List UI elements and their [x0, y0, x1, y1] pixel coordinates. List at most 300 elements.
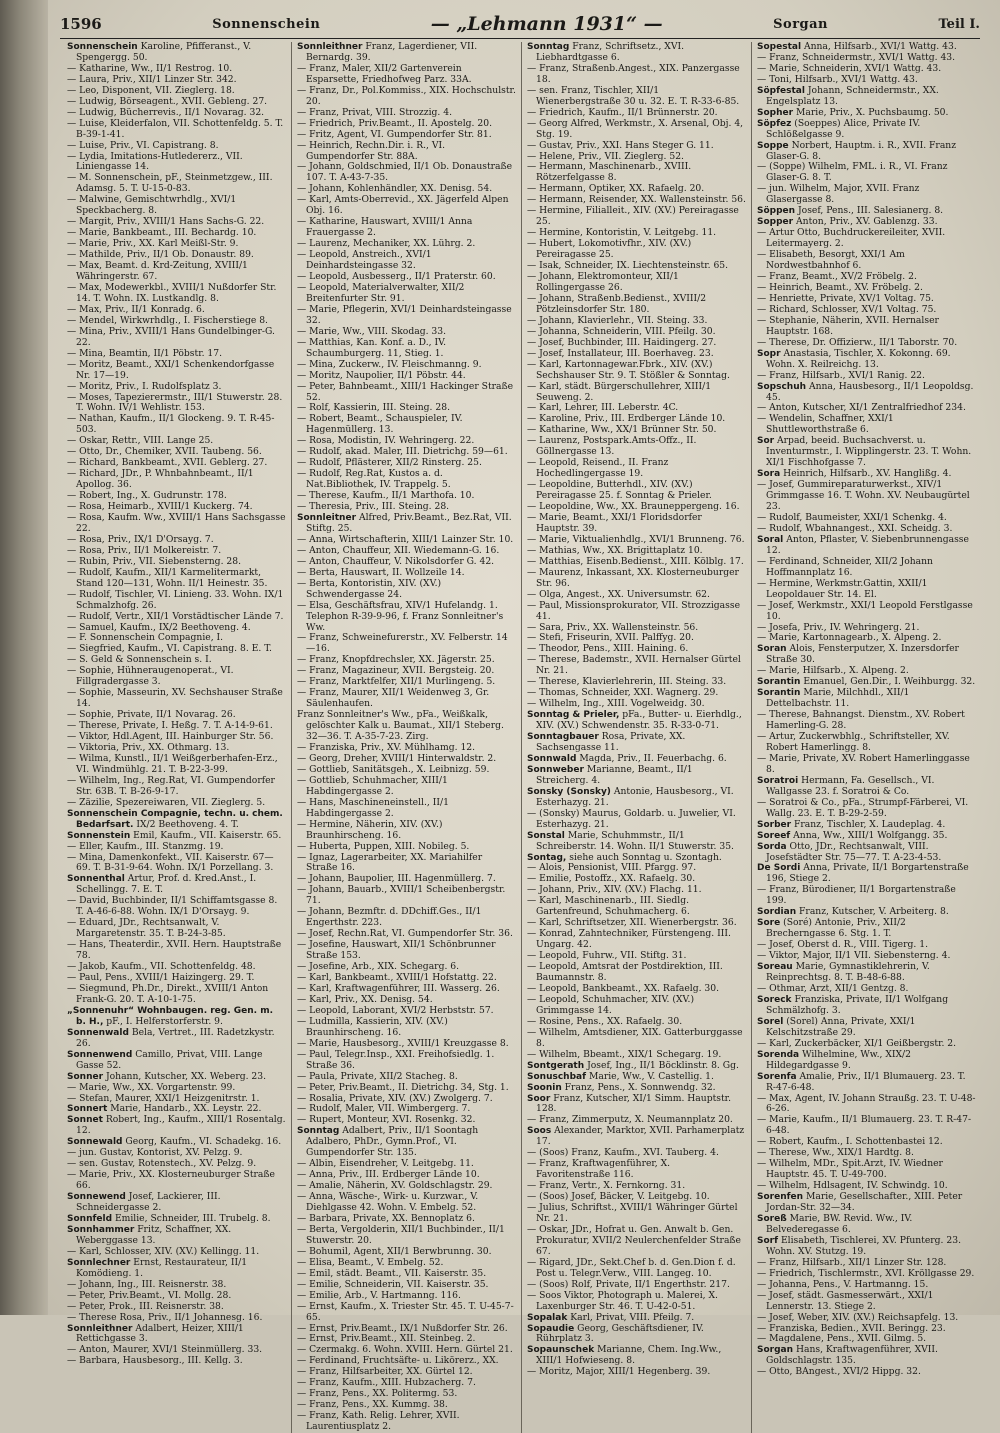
- entry-text: — Rosa, Kaufm. Ww., XVIII/1 Hans Sachsgasse 22.: [67, 511, 286, 534]
- directory-entry: [527, 42, 746, 64]
- entry-text: — Leopold, Materialverwalter, XII/2 Breitenfurter Str. 91.: [297, 281, 465, 304]
- part-label: Teil I.: [938, 16, 980, 32]
- entry-text: Marie, Milchhdl., XII/1 Dettelbachstr. 11.: [766, 687, 910, 710]
- directory-entry: [527, 1345, 746, 1367]
- entry-text: — Rosa, Priv., II/1 Molkereistr. 7.: [67, 544, 222, 556]
- directory-entry: [297, 86, 516, 108]
- entry-text: — Moritz, Beamt., XXI/1 Schenkendorfgasse Nr. 17—19.: [67, 358, 275, 381]
- directory-entry: [527, 1094, 746, 1116]
- entry-text: — Katharine, Hauswart, XVIII/1 Anna Frauergasse 2.: [297, 216, 473, 239]
- entry-text: IX/2 Beethoveng. 4. T.: [136, 818, 239, 830]
- entry-text: — Therese, Dr. Offizierw., II/1 Taborstr. 70.: [757, 336, 958, 348]
- directory-entry: [67, 283, 286, 305]
- page-number: 1596: [60, 15, 102, 33]
- entry-text: — Margit, Priv., XVIII/1 Hans Sachs-G. 22.: [67, 216, 265, 228]
- directory-entry: [297, 64, 516, 86]
- entry-text: — Johann, Elektromonteur, XII/1 Rollingergasse 26.: [527, 271, 679, 293]
- directory-entry: [527, 1159, 746, 1181]
- directory-entry: [527, 1258, 746, 1280]
- directory-entry: [527, 458, 746, 480]
- entry-text: — Josef, Weber, XIV. (XV.) Reichsapfelg. 13.: [757, 1311, 959, 1323]
- entry-text: — Therese, Bahnangst. Dienstm., XV. Robert Hamerling-G. 28.: [757, 709, 965, 732]
- directory-entry: [757, 962, 977, 984]
- entry-text: — Franz, Marktfelfer, XII/1 Murlingeng. 5.: [297, 676, 496, 688]
- directory-entry: [297, 601, 516, 634]
- entry-text: — Ernst, Priv.Beamt., IX/1 Nußdorfer Str. 26.: [297, 1322, 508, 1334]
- entry-text: — Franz, Maler, XII/2 Gartenverein Esparsette, Friedhofweg Parz. 33A.: [297, 62, 472, 85]
- directory-entry: [527, 86, 746, 108]
- entry-text: — Franz, Schneidermstr., XVI/1 Wattg. 43.: [757, 51, 956, 63]
- entry-text: — Eller, Kaufm., III. Stanzmg. 19.: [67, 840, 224, 852]
- directory-entry: [67, 1192, 286, 1214]
- entry-text: — Friedrich, Priv.Beamt., II. Apostelg. 20.: [297, 117, 492, 129]
- entry-text: — Matthias, Kan. Konf. a. D., IV. Schaumburgerg. 11, Stieg. 1.: [297, 336, 447, 359]
- entry-text: — Franz, Zimmerputz, X. Neumannplatz 20.: [527, 1114, 733, 1126]
- entry-text: — Johann, Bezmftr. d. DDchiff.Ges., II/1 Engerthstr. 223.: [297, 906, 482, 929]
- entry-text: Artur, Prof. d. Kred.Anst., I. Schellingg. 7. E. T.: [76, 873, 257, 896]
- directory-entry: [67, 874, 286, 896]
- entry-text: Rosa, Private, XX. Sachsengasse 11.: [536, 731, 686, 753]
- entry-text: — Marie, Priv., XX. Karl Meißl-Str. 9.: [67, 238, 239, 250]
- entry-text: — Paul, Telegr.Insp., XXI. Freihofsiedlg. 1. Straße 36.: [297, 1048, 495, 1071]
- entry-text: — Johanna, Schneiderin, VIII. Pfeilg. 30.: [527, 325, 716, 337]
- directory-entry: [297, 798, 516, 820]
- directory-entry: [757, 414, 977, 436]
- directory-entry: [297, 1126, 516, 1159]
- directory-entry: [527, 1367, 746, 1378]
- entry-text: — jun. Wilhelm, Major, XVII. Franz Glasergasse 8.: [757, 183, 920, 206]
- entry-text: — Wilhelm, Ing., XIII. Vogelweidg. 30.: [527, 698, 705, 710]
- entry-text: — Anna, Wirtschafterin, XIII/1 Lainzer Str. 10.: [297, 533, 514, 545]
- directory-entry: [297, 162, 516, 184]
- directory-entry: [297, 1302, 516, 1324]
- directory-entry: [757, 119, 977, 141]
- section-right: Sorgan: [773, 16, 829, 32]
- entry-text: — Marie, Kaufm., II/1 Blumauerg. 23. T. R-47-6-48.: [757, 1114, 972, 1137]
- entry-text: Franz, Schriftsetz., XVI. Liebhardtgasse 6.: [536, 41, 685, 63]
- directory-entry: [527, 765, 746, 787]
- entry-text: — Jakob, Kaufm., VII. Schottenfeldg. 48.: [67, 961, 256, 973]
- entry-text: — Anton, Maurer, XVI/1 Steinmüllerg. 33.: [67, 1344, 263, 1356]
- entry-text: — Johann, Kohlenhändler, XX. Denisg. 54.: [297, 183, 493, 195]
- directory-entry: [527, 809, 746, 831]
- directory-entry: [297, 382, 516, 404]
- entry-text: — Mina, Priv., XVIII/1 Hans Gundelbinger-G. 22.: [67, 325, 275, 348]
- entry-text: — Johann, Baupolier, III. Hagenmüllerg. 7.: [297, 873, 496, 885]
- entry-text: — Moritz, Major, XIII/1 Hegenberg. 39.: [527, 1366, 711, 1378]
- entry-text: — Sophie, Masseurin, XV. Sechshauser Straße 14.: [67, 687, 283, 710]
- directory-entry: [757, 250, 977, 272]
- directory-entry: [527, 995, 746, 1017]
- entry-text: — Rosa, Modistin, IV. Wehringerg. 22.: [297, 435, 475, 447]
- entry-text: — Maurenz, Inkassant, XX. Klosterneuburger Str. 96.: [527, 566, 739, 589]
- entry-text: — Rudolf, Baumeister, XXI/1 Schenkg. 4.: [757, 511, 947, 523]
- entry-surname: Sonnlechner: [67, 1257, 131, 1268]
- entry-text: — Samuel, Kaufm., IX/2 Beethoveng. 4.: [67, 621, 251, 633]
- directory-entry: [757, 710, 977, 732]
- entry-text: — Siegfried, Kaufm., VI. Capistrang. 8. E. T.: [67, 643, 272, 655]
- entry-text: — Gustav, Priv., XXI. Hans Steger G. 11.: [527, 139, 714, 151]
- directory-entry: [527, 896, 746, 918]
- entry-surname: Sopaudie: [527, 1323, 575, 1334]
- entry-surname: Sorenfa: [757, 1071, 797, 1082]
- directory-entry: [757, 1072, 977, 1094]
- directory-entry: [297, 579, 516, 601]
- entry-text: — Georg Alfred, Werkmstr., X. Arsenal, Obj. 4, Stg. 19.: [527, 117, 744, 140]
- entry-text: — Richard, JDr., P. Whnbahnbeamt., II/1 Apollog. 36.: [67, 468, 254, 491]
- directory-entry: [67, 688, 286, 710]
- entry-text: — Max, Modewerkbl., XVIII/1 Nußdorfer Str. 14. T. Wohn. IX. Lustkandlg. 8.: [67, 281, 277, 304]
- entry-text: Arpad, beeid. Buchsachverst. u. Inventurmstr., I. Wipplingerstr. 23. T. Wohn. XI/1 Fischhofgasse 7.: [766, 435, 972, 469]
- entry-text: Karoline, Pfifferanst., V. Spengergg. 50.: [76, 41, 252, 63]
- entry-text: — Moritz, Naupolier, II/1 Pöbstr. 44.: [297, 369, 466, 381]
- entry-text: Georg, Kaufm., VI. Schadekg. 16.: [125, 1136, 282, 1148]
- entry-text: — Robert, Kaufm., I. Schottenbastei 12.: [757, 1136, 943, 1148]
- entry-text: — Katharine, Ww., II/1 Restrog. 10.: [67, 62, 233, 74]
- entry-surname: Sonnert: [67, 1104, 108, 1115]
- directory-entry: [757, 885, 977, 907]
- entry-text: — Emilie, Postoffz., XX. Rafaelg. 30.: [527, 873, 696, 885]
- entry-text: — Sophie, Private, II/1 Novarag. 26.: [67, 709, 236, 721]
- entry-text: — Therese, Kaufm., II/1 Marthofa. 10.: [297, 490, 475, 502]
- entry-text: — Rudolf, Kaufm., XII/1 Karmelitermarkt, Stand 120—131, Wohn. II/1 Heinestr. 35.: [67, 566, 268, 589]
- entry-text: — David, Buchbinder, II/1 Schiffamtsgasse 8. T. A-46-6-88. Wohn. IX/1 D'Orsayg. 9.: [67, 895, 278, 918]
- directory-entry: [67, 1356, 286, 1367]
- directory-entry: [757, 688, 977, 710]
- entry-text: Camillo, Privat, VIII. Lange Gasse 52.: [76, 1048, 263, 1071]
- directory-entry: [67, 1324, 286, 1346]
- entry-text: — Laura, Priv., XII/1 Linzer Str. 342.: [67, 73, 237, 85]
- directory-entry: [67, 568, 286, 590]
- entry-text: — Franz, Hilfsarb., XVI/1 Ranig. 22.: [757, 369, 925, 381]
- entry-text: Marie, Gesellschafter., XIII. Peter Jordan-Str. 32—34.: [766, 1191, 963, 1214]
- entry-text: — Josef, Installateur, III. Boerhaveg. 23.: [527, 347, 714, 359]
- entry-text: Antonie, Hausbesorg., VI. Esterhazyg. 21.: [536, 785, 734, 808]
- directory-entry: [527, 1225, 746, 1258]
- entry-text: — Thomas, Schneider, XXI. Wagnerg. 29.: [527, 687, 719, 699]
- directory-entry: [527, 360, 746, 382]
- entry-text: — Fritz, Agent, VI. Gumpendorfer Str. 81.: [297, 128, 492, 140]
- entry-text: — Alois, Pensionist, VIII. Pfargg. 97.: [527, 862, 697, 874]
- entry-text: — Friedrich, Kaufm., II/1 Brünnerstr. 20.: [527, 106, 718, 118]
- entry-text: — Ludmilla, Kassierin, XIV. (XV.) Braunhirscheng. 16.: [297, 1015, 448, 1038]
- entry-text: — Karl, Zuckerbäcker, XI/1 Geißbergstr. 2.: [757, 1037, 957, 1049]
- entry-text: — Paula, Private, XII/2 Stacheg. 8.: [297, 1070, 458, 1082]
- directory-entry: [297, 1050, 516, 1072]
- entry-text: — Marie, Hilfsarb., X. Alpeng. 2.: [757, 665, 909, 677]
- entry-text: — Richard, Bankbeamt., XVII. Geblerg. 27.: [67, 457, 268, 469]
- directory-entry: [297, 853, 516, 875]
- entry-text: — Leopoldine, Butterhdl., XIV. (XV.) Pereiragasse 25. f. Sonntag & Prieler.: [527, 479, 712, 502]
- directory-entry: [527, 568, 746, 590]
- column-3: [522, 42, 752, 1433]
- column-1: [62, 42, 292, 1433]
- entry-text: — Therese, Ww., XIX/1 Hardtg. 8.: [757, 1147, 914, 1159]
- directory-entry: [527, 1324, 746, 1346]
- directory-entry: [67, 119, 286, 141]
- entry-text: — Paul, Missionsprokurator, VII. Strozzigasse 41.: [527, 599, 741, 622]
- directory-entry: [297, 195, 516, 217]
- entry-surname: Sopestal: [757, 42, 802, 52]
- entry-text: — Marie, Bankbeamt., III. Bechardg. 10.: [67, 227, 257, 239]
- entry-text: — Otto, Dr., Chemiker, XVII. Taubeng. 56.: [67, 446, 262, 458]
- directory-entry: [757, 86, 977, 108]
- entry-text: — Ludwig, Börseagent., XVII. Gebleng. 27.: [67, 95, 268, 107]
- entry-surname: Sopper: [757, 217, 794, 228]
- directory-entry: [297, 42, 516, 64]
- directory-entry: [757, 1050, 977, 1072]
- entry-text: — Malwine, Gemischtwrhdlg., XVI/1 Speckbacherg. 8.: [67, 194, 237, 217]
- directory-columns: [62, 41, 982, 1433]
- entry-text: — Josefa, Priv., IV. Wehringerg. 21.: [757, 621, 920, 633]
- entry-text: — Viktor, Major, II/1 VII. Siebensterng. 4.: [757, 950, 951, 962]
- entry-text: — Theresia, Priv., III. Steing. 28.: [297, 501, 450, 513]
- directory-entry: [527, 206, 746, 228]
- directory-entry: [757, 1017, 977, 1039]
- entry-text: — Berta, Kontoristin, XIV. (XV.) Schwendergasse 24.: [297, 577, 442, 600]
- entry-surname: Sopschuh: [757, 381, 807, 392]
- entry-surname: Sorantin: [757, 688, 801, 699]
- entry-text: Franz Sonnleitner's Ww., pFa., Weißkalk, gelöschter Kalk u. Baumat., XII/1 Steberg. 32—36. T. A-35-7-23. Zirg.: [297, 709, 504, 743]
- entry-text: — Josefine, Arb., XIX. Schegarg. 6.: [297, 961, 460, 973]
- entry-text: Alfred, Priv.Beamt., Bez.Rat, VII. Stiftg. 25.: [306, 511, 512, 534]
- entry-text: — Rudolf, Vertr., XII/1 Vorstädtischer Lände 7.: [67, 610, 284, 622]
- entry-text: — Marie, Pflegerin, XVI/1 Deinhardsteingasse 32.: [297, 303, 512, 326]
- entry-surname: Sonnewald: [67, 1137, 123, 1148]
- directory-entry: [67, 754, 286, 776]
- entry-text: — Sophie, Hühneraugenoperat., VI. Fillgradergasse 3.: [67, 665, 234, 688]
- directory-entry: [527, 962, 746, 984]
- entry-text: — sen. Gustav, Rotenstech., XV. Pelzg. 9.: [67, 1158, 257, 1170]
- entry-text: Alexander, Marktor, XVII. Parhamerplatz 17.: [536, 1125, 745, 1148]
- entry-text: — Karl, Lehrer, III. Leberstr. 4C.: [527, 402, 679, 414]
- entry-text: — Nathan, Kaufm., II/1 Glockeng. 9. T. R-45-503.: [67, 413, 275, 436]
- directory-entry: [527, 436, 746, 458]
- directory-entry: [527, 272, 746, 294]
- entry-text: — Czermakg. 6. Wohn. XVIII. Hern. Gürtel 21.: [297, 1344, 513, 1356]
- entry-text: — Leopold, Laborant, XVI/2 Herbststr. 57.: [297, 1004, 494, 1016]
- entry-text: — Marie, Schneiderin, XVI/1 Wattg. 43.: [757, 62, 942, 74]
- entry-text: — Karl, Kraftwagenführer, III. Wasserg. 26.: [297, 982, 500, 994]
- entry-text: — Elisabeth, Besorgt, XXI/1 Am Nordwestbahnhof 6.: [757, 249, 905, 272]
- entry-text: — Moritz, Priv., I. Rudolfsplatz 3.: [67, 380, 222, 392]
- entry-surname: Sopalak: [527, 1312, 568, 1323]
- entry-text: — Mina, Beamtin, II/1 Pöbstr. 17.: [67, 347, 223, 359]
- directory-entry: [527, 382, 746, 404]
- entry-text: — Viktoria, Priv., XX. Othmarg. 13.: [67, 742, 230, 753]
- column-4: [752, 42, 982, 1433]
- entry-text: — Mathilde, Priv., II/1 Ob. Donaustr. 89.: [67, 249, 254, 261]
- entry-text: — Ignaz, Lagerarbeiter, XX. Mariahilfer Straße 16.: [297, 851, 483, 874]
- entry-text: Anton, Priv., XV. Gablenzg. 33.: [796, 216, 938, 228]
- entry-text: — Marie, Private, XV. Robert Hamerlinggasse 8.: [757, 752, 970, 775]
- entry-surname: Sonnenstein: [67, 830, 131, 841]
- directory-entry: [527, 1028, 746, 1050]
- entry-surname: Sorber: [757, 819, 792, 830]
- entry-text: — Johann, Bauarb., XVIII/1 Scheibenbergstr. 71.: [297, 884, 506, 907]
- entry-text: — Franz, Kath. Relig. Lehrer, XVII. Laurentiusplatz 2.: [297, 1410, 460, 1433]
- entry-text: — Ernst, Kaufm., X. Triester Str. 45. T. U-45-7-65.: [297, 1300, 514, 1323]
- entry-text: — Leopold, Reisend., II. Franz Hochedlingergasse 19.: [527, 457, 669, 480]
- directory-entry: [297, 469, 516, 491]
- entry-text: Bela, Vertret., III. Radetzkystr. 26.: [76, 1026, 275, 1049]
- entry-text: — Ernst, Priv.Beamt., XII. Steinbeg. 2.: [297, 1333, 476, 1345]
- entry-text: Franziska, Private, II/1 Wolfgang Schmälzhofg. 3.: [766, 993, 949, 1016]
- entry-text: Hermann, Fa. Gesellsch., VI. Wallgasse 23. f. Soratroi & Co.: [766, 774, 935, 797]
- entry-text: — Wilhelm, Bbeamt., XIX/1 Schegarg. 19.: [527, 1048, 722, 1060]
- directory-entry: [757, 480, 977, 513]
- entry-text: — Hubert, Lokomotivfhr., XIV. (XV.) Pereiragasse 25.: [527, 238, 692, 261]
- entry-text: — Oskar, JDr., Hofrat u. Gen. Anwalt b. Gen. Prokuratur, XVII/2 Neulerchenfelder Straße 67.: [527, 1223, 741, 1257]
- entry-text: — Leo, Disponent, VII. Zieglerg. 18.: [67, 84, 235, 96]
- entry-text: — Peter, Bahnbeamt., XIII/1 Hackinger Straße 52.: [297, 380, 514, 403]
- entry-text: — Albin, Eisendreher, V. Leitgebg. 11.: [297, 1158, 474, 1170]
- entry-text: — Hermann, Maschinenarb., XVIII. Rötzerfelgasse 8.: [527, 161, 692, 184]
- directory-entry: [757, 382, 977, 404]
- entry-text: (Soeppes) Alice, Private IV. Schlößelgasse 9.: [766, 117, 921, 140]
- directory-entry: [67, 1115, 286, 1137]
- entry-text: — Franz, Straßenb.Angest., XIX. Panzergasse 18.: [527, 62, 740, 85]
- entry-surname: Sora: [757, 469, 781, 480]
- directory-entry: [67, 195, 286, 217]
- entry-text: — Johanna, Pens., V. Hartmanng. 15.: [757, 1278, 929, 1290]
- directory-entry: [297, 710, 516, 743]
- entry-text: — Georg, Dreher, XVIII/1 Hinterwaldstr. 2.: [297, 752, 497, 764]
- entry-text: Anna, Private, II/1 Borgartenstraße 196, Stiege 2.: [766, 862, 969, 885]
- entry-surname: Sonstal: [527, 830, 565, 841]
- entry-surname: Sonnewend: [67, 1192, 126, 1203]
- entry-text: — Marie, Priv., XX. Klosterneuburger Straße 66.: [67, 1169, 275, 1192]
- entry-surname: Soral: [757, 534, 784, 545]
- entry-text: — Hermine, Kontoristin, V. Leitgebg. 11.: [527, 227, 717, 239]
- entry-text: — Mina, Zuckerw., IV. Fleischmanng. 9.: [297, 358, 482, 370]
- entry-text: — Richard, Schlosser, XV/1 Voltag. 75.: [757, 303, 937, 315]
- entry-surname: Sonnweber: [527, 764, 584, 775]
- entry-text: — Siegmund, Ph.Dr., Direkt., XVIII/1 Anton Frank-G. 20. T. A-10-1-75.: [67, 982, 269, 1005]
- entry-text: — (Soppe) Wilhelm, FML. i. R., VI. Franz Glaser-G. 8. T.: [757, 161, 948, 184]
- directory-entry: [757, 863, 977, 885]
- entry-text: Emilie, Schneider, III. Trubelg. 8.: [114, 1212, 271, 1224]
- entry-text: — Max, Priv., II/1 Konradg. 6.: [67, 303, 205, 315]
- entry-text: — Luise, Kleiderfalon, VII. Schottenfeldg. 5. T. B-39-1-41.: [67, 117, 284, 140]
- entry-text: — Soos Viktor, Photograph u. Malerei, X. Laxenburger Str. 46. T. U-42-0-51.: [527, 1289, 718, 1312]
- entry-text: — Amalie, Näherin, XV. Goldschlagstr. 29.: [297, 1180, 493, 1192]
- directory-entry: [757, 601, 977, 623]
- entry-text: — Rudolf, Reg.Rat, Kustos a. d. Nat.Bibliothek, IV. Trappelg. 5.: [297, 468, 451, 491]
- entry-text: — Robert, Ing., X. Gudrunstr. 178.: [67, 490, 227, 502]
- entry-surname: Soreau: [757, 962, 793, 973]
- entry-text: — Hans, Maschineneinstell., II/1 Habdingergasse 2.: [297, 796, 449, 819]
- entry-text: Franz, Kutscher, XI/1 Simm. Hauptstr. 128.: [536, 1092, 731, 1115]
- directory-entry: [527, 831, 746, 853]
- entry-text: — Laurenz, Mechaniker, XX. Lührg. 2.: [297, 238, 476, 250]
- entry-text: — Marie, Hausbesorg., XVIII/1 Kreuzgasse 8.: [297, 1037, 509, 1049]
- entry-surname: Sonner: [67, 1071, 104, 1082]
- column-2: [292, 42, 522, 1433]
- entry-text: — Moses, Tapezierermstr., III/1 Stuwerstr. 28. T. Wohn. IV/1 Wehlistr. 153.: [67, 391, 283, 414]
- entry-text: Marianne, Beamt., II/1 Streicherg. 4.: [536, 763, 693, 786]
- entry-surname: Sopher: [757, 107, 794, 118]
- directory-entry: [67, 1258, 286, 1280]
- entry-text: — Johann, Klavierlehr., VII. Steing. 33.: [527, 314, 708, 326]
- entry-text: — Marie, Kartonnagearb., X. Alpeng. 2.: [757, 632, 942, 644]
- section-left: Sonnenschein: [212, 16, 321, 32]
- entry-text: — Rosalia, Private, XIV. (XV.) Zwolgerg. 7.: [297, 1092, 493, 1104]
- entry-text: siehe auch Sonntag u. Szontagh.: [569, 851, 722, 863]
- directory-entry: [757, 228, 977, 250]
- entry-text: — Leopold, Fuhrw., VII. Stiftg. 31.: [527, 950, 687, 962]
- entry-text: Marie, BW. Revid. Ww., IV. Belvederegasse 6.: [766, 1212, 913, 1235]
- entry-text: — Marie, Beamt., XXI/1 Floridsdorfer Hauptstr. 39.: [527, 511, 702, 534]
- directory-entry: [297, 1017, 516, 1039]
- entry-text: — Max, Agent, IV. Johann Straußg. 23. T. U-48-6-26.: [757, 1092, 976, 1115]
- entry-text: — Franz, Dr., Pol.Kommiss., XIX. Hochschulstr. 20.: [297, 84, 516, 107]
- directory-entry: [67, 414, 286, 436]
- directory-entry: [757, 141, 977, 163]
- entry-text: Marie, Ww., V. Castellig. 1.: [588, 1070, 714, 1082]
- entry-text: — Barbara, Hausbesorg., III. Kellg. 3.: [67, 1355, 243, 1367]
- entry-text: Josef, Lackierer, III. Schneidergasse 2.: [76, 1191, 221, 1214]
- entry-text: Anna, Hilfsarb., XVI/1 Wattg. 43.: [803, 41, 957, 52]
- entry-text: Anton, Pflaster, V. Siebenbrunnengasse 12.: [766, 533, 969, 556]
- entry-text: — Therese Rosa, Priv., II/1 Johannesg. 16.: [67, 1311, 263, 1323]
- entry-surname: Sontag,: [527, 852, 567, 863]
- entry-text: — Johann, Straßenb.Bedienst., XVIII/2 Pötzleinsdorfer Str. 180.: [527, 292, 707, 315]
- entry-text: — Rudolf, Pflästerer, XII/2 Rinsterg. 25.: [297, 457, 482, 469]
- entry-text: — Rupert, Monteur, XVI. Rosenkg. 32.: [297, 1114, 476, 1126]
- entry-text: — Konrad, Zahntechniker, Fürstengeng. III. Ungarg. 42.: [527, 928, 731, 951]
- entry-text: — Wilhelm, Ing., Reg.Rat, VI. Gumpendorfer Str. 63B. T. B-26-9-17.: [67, 774, 275, 797]
- entry-text: — (Soos) Rolf, Private, II/1 Engerthstr. 217.: [527, 1278, 730, 1290]
- entry-text: — Rosine, Pens., XX. Rafaelg. 30.: [527, 1015, 683, 1027]
- entry-surname: Sorf: [757, 1235, 779, 1246]
- directory-entry: [67, 261, 286, 283]
- directory-entry: [67, 590, 286, 612]
- entry-surname: Sor: [757, 436, 775, 447]
- directory-entry: [757, 754, 977, 776]
- directory-entry: [297, 1411, 516, 1433]
- entry-text: — Hermann, Optiker, XX. Rafaelg. 20.: [527, 183, 705, 195]
- entry-text: — Wilma, Kunstl., II/1 Weißgerberhafen-Erz., VI. Windmühlg. 21. T. B-22-3-99.: [67, 752, 278, 775]
- directory-entry: [67, 809, 286, 831]
- entry-text: — Franziska, Bedien., XVII. Beringg. 23.: [757, 1322, 946, 1334]
- directory-entry: [527, 655, 746, 677]
- entry-surname: Soratroi: [757, 775, 799, 786]
- entry-text: — Laurenz, Postspark.Amts-Offz., II. Göllnergasse 13.: [527, 435, 697, 458]
- directory-entry: [757, 644, 977, 666]
- entry-text: — Franz, Schweinefurerstr., XV. Felberstr. 14—16.: [297, 632, 508, 655]
- entry-text: — Franziska, Priv., XV. Mühlhamg. 12.: [297, 742, 476, 753]
- entry-text: — Ludwig, Bücherrevis., II/1 Novarag. 32.: [67, 106, 265, 118]
- entry-surname: Sonnenschein Compagnie, techn. u. chem. Bedarfsart.: [67, 808, 283, 830]
- entry-text: — Elsa, Geschäftsfrau, XIV/1 Hufelandg. 1. Telephon R-39-9-96, f. Franz Sonnleitner's Ww.: [297, 599, 504, 633]
- entry-text: Johann, Schneidermstr., XX. Engelsplatz 13.: [766, 84, 939, 107]
- entry-text: — Leopoldine, Ww., XX. Brauneppergeng. 16.: [527, 501, 740, 513]
- entry-text: — Hans, Theaterdir., XVII. Hern. Hauptstraße 78.: [67, 939, 282, 962]
- entry-text: — Karl, Amts-Oberrevid., XX. Jägerfeld Alpen Obj. 16.: [297, 194, 509, 217]
- directory-entry: [527, 1203, 746, 1225]
- entry-text: — M. Sonnenschein, pF., Steinmetzgew., III. Adamsg. 5. T. U-15-0-83.: [67, 172, 273, 195]
- entry-text: pFa., Butter- u. Eierhdlg., XIV. (XV.) Schwendenstr. 35. R-33-0-71.: [536, 709, 742, 732]
- entry-text: — Artur Otto, Buchdruckereileiter, XVII. Leitermayerg. 2.: [757, 227, 946, 250]
- entry-text: — Gottlieb, Sanitätsgeh., X. Leibnizg. 59.: [297, 763, 490, 775]
- entry-surname: Sore: [757, 918, 781, 929]
- entry-text: — Robert, Beamt., Schauspieler, IV. Hagenmüllerg. 13.: [297, 413, 463, 436]
- entry-text: — sen. Franz, Tischler, XII/1 Wienerbergstraße 30 u. 32. E. T. R-33-6-85.: [527, 84, 740, 107]
- directory-entry: [67, 360, 286, 382]
- entry-text: — Hermine, Filialleit., XIV. (XV.) Pereiragasse 25.: [527, 205, 739, 228]
- entry-text: — Elisa, Beamt., V. Embelg. 52.: [297, 1256, 444, 1268]
